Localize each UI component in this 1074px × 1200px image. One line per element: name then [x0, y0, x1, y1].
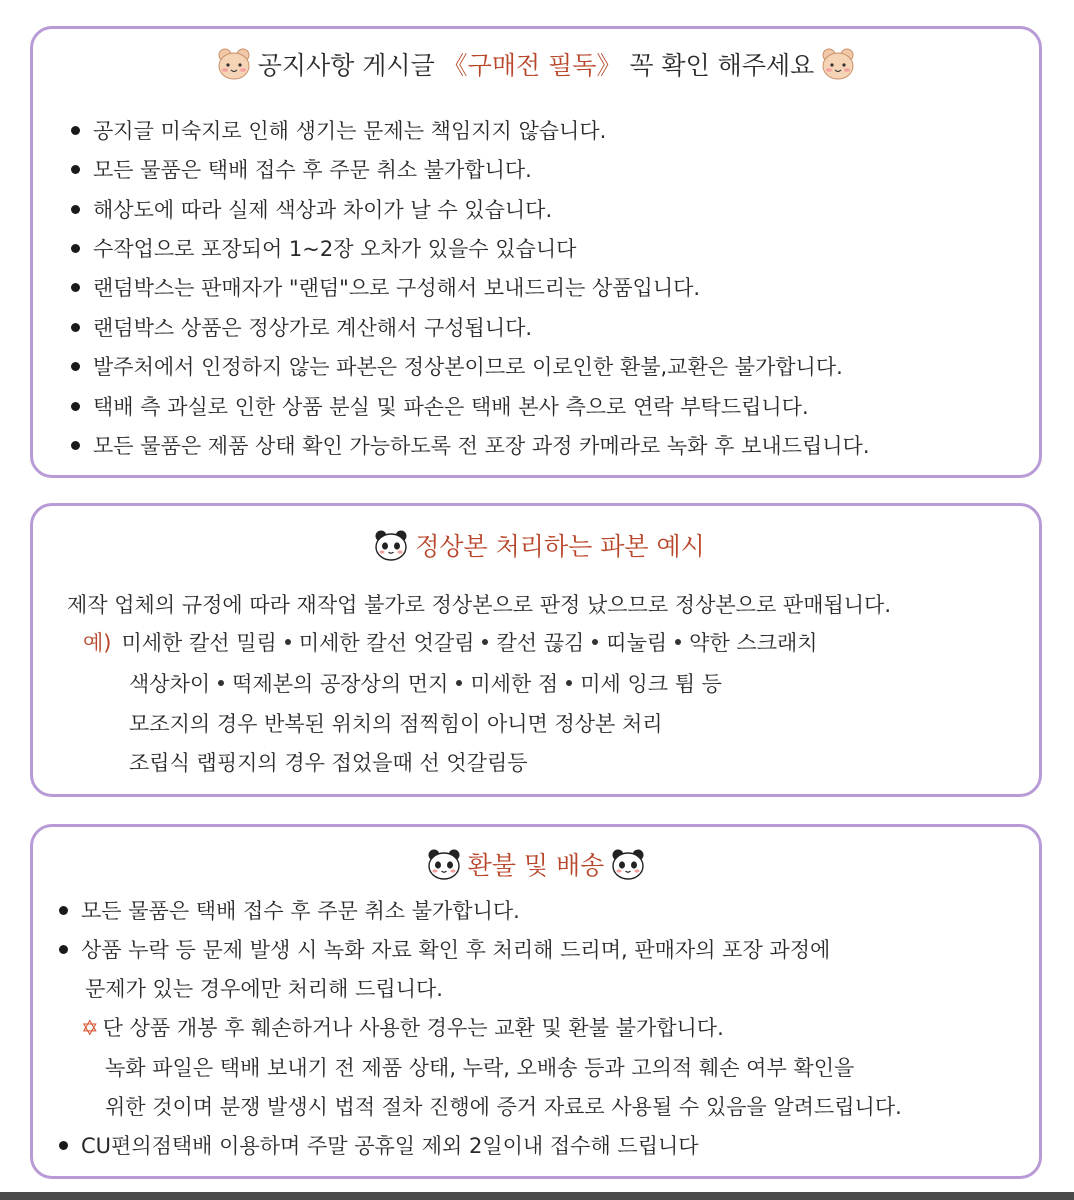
refund-title-text: 환불 및 배송 [467, 851, 605, 880]
separator-dot [218, 680, 224, 686]
panda-face-icon [373, 527, 409, 563]
bullet-icon [71, 165, 80, 174]
bear-face-icon [216, 46, 252, 82]
defects-line-4: 조립식 랩핑지의 경우 접었을때 선 엇갈림등 [129, 751, 528, 775]
bullet-icon [59, 945, 68, 954]
notice-panel [30, 26, 1042, 478]
panda-face-icon [610, 846, 646, 882]
list-item: 수작업으로 포장되어 1~2장 오차가 있을수 있습니다 [71, 234, 576, 264]
list-item: 모든 물품은 제품 상태 확인 가능하도록 전 포장 과정 카메라로 녹화 후 보내드립니다. [71, 431, 870, 461]
bullet-icon [71, 323, 80, 332]
defects-title [33, 530, 1039, 566]
list-item: 택배 측 과실로 인한 상품 분실 및 파손은 택배 본사 측으로 연락 부탁드립니다. [71, 392, 809, 422]
defects-row-1: 예) 미세한 칼선 밀림 미세한 칼선 엇갈림 칼선 끊김 띠눌림 약한 스크래치 [83, 631, 818, 655]
notice-title-highlight: 《구매전 필독》 [442, 51, 622, 80]
list-item: 상품 누락 등 문제 발생 시 녹화 자료 확인 후 처리해 드리며, 판매자의 포장 과정에 [59, 935, 830, 965]
notice-title [33, 49, 1039, 85]
separator-dot [592, 639, 598, 645]
refund-note-3: 위한 것이며 분쟁 발생시 법적 절차 진행에 증거 자료로 사용될 수 있음을 알려드립니다. [105, 1095, 902, 1119]
list-item: 랜덤박스 상품은 정상가로 계산해서 구성됩니다. [71, 313, 532, 343]
bullet-icon [71, 126, 80, 135]
list-item: 랜덤박스는 판매자가 "랜덤"으로 구성해서 보내드리는 상품입니다. [71, 273, 700, 303]
list-item: 모든 물품은 택배 접수 후 주문 취소 불가합니다. [71, 155, 532, 185]
refund-note-2: 녹화 파일은 택배 보내기 전 제품 상태, 누락, 오배송 등과 고의적 훼손 여부 확인을 [105, 1056, 855, 1080]
defects-intro: 제작 업체의 규정에 따라 재작업 불가로 정상본으로 판정 났으므로 정상본으로 판매됩니다. [67, 593, 892, 617]
bullet-icon [71, 205, 80, 214]
separator-dot [285, 639, 291, 645]
bottom-bar [0, 1192, 1074, 1200]
separator-dot [675, 639, 681, 645]
refund-shipping-panel [30, 824, 1042, 1179]
panda-face-icon [426, 846, 462, 882]
defect-examples-panel [30, 503, 1042, 797]
list-item: CU편의점택배 이용하며 주말 공휴일 제외 2일이내 접수해 드립니다 [59, 1131, 699, 1161]
bullet-icon [71, 402, 80, 411]
separator-dot [482, 639, 488, 645]
list-item: 모든 물품은 택배 접수 후 주문 취소 불가합니다. [59, 896, 520, 926]
star-icon: ✡ [81, 1016, 99, 1040]
bullet-icon [71, 244, 80, 253]
list-item: 해상도에 따라 실제 색상과 차이가 날 수 있습니다. [71, 195, 552, 225]
refund-note-1: ✡ 단 상품 개봉 후 훼손하거나 사용한 경우는 교환 및 환불 불가합니다. [81, 1016, 724, 1040]
separator-dot [456, 680, 462, 686]
separator-dot [566, 680, 572, 686]
list-item: 발주처에서 인정하지 않는 파본은 정상본이므로 이로인한 환불,교환은 불가합니다. [71, 352, 843, 382]
defects-row-2: 색상차이 떡제본의 공장상의 먼지 미세한 점 미세 잉크 튐 등 [129, 672, 722, 696]
list-item: 공지글 미숙지로 인해 생기는 문제는 책임지지 않습니다. [71, 116, 606, 146]
notice-title-suffix: 꼭 확인 해주세요 [621, 51, 815, 80]
notice-title-prefix: 공지사항 게시글 [257, 51, 443, 80]
bullet-icon [71, 362, 80, 371]
defects-line-3: 모조지의 경우 반복된 위치의 점찍힘이 아니면 정상본 처리 [129, 712, 663, 736]
bullet-icon [71, 441, 80, 450]
bear-face-icon [820, 46, 856, 82]
example-label: 예) [83, 631, 112, 655]
defects-title-text: 정상본 처리하는 파본 예시 [415, 532, 705, 561]
list-item-continuation: 문제가 있는 경우에만 처리해 드립니다. [85, 977, 443, 1001]
bullet-icon [59, 1141, 68, 1150]
bullet-icon [59, 906, 68, 915]
bullet-icon [71, 283, 80, 292]
refund-title [33, 849, 1039, 885]
